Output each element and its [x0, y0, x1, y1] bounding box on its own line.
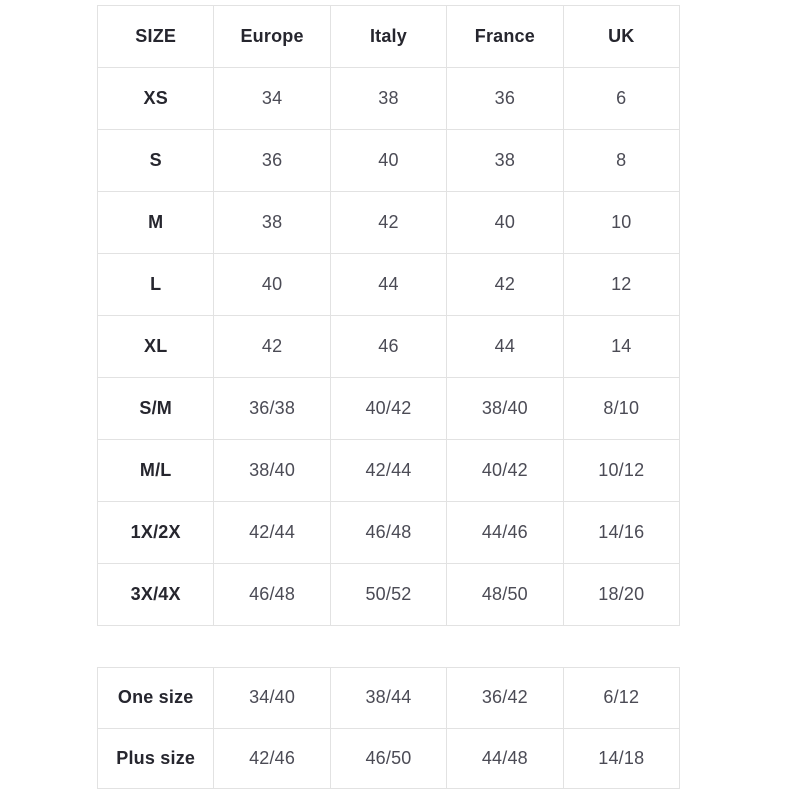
- cell-value: 42/46: [214, 728, 330, 789]
- table-row-s: [98, 130, 680, 192]
- cell-value: 48/50: [447, 564, 563, 626]
- cell-value: 14: [563, 316, 679, 378]
- cell-value: 40: [330, 130, 446, 192]
- cell-value: 36: [214, 130, 330, 192]
- row-label: 3X/4X: [98, 564, 214, 626]
- cell-value: 42: [214, 316, 330, 378]
- cell-value: 8: [563, 130, 679, 192]
- cell-value: 36: [447, 68, 563, 130]
- size-conversion-table: [97, 5, 680, 626]
- table-row-m: [98, 192, 680, 254]
- cell-value: 34/40: [214, 668, 330, 729]
- cell-value: 44/48: [447, 728, 563, 789]
- table-row-xs: [98, 68, 680, 130]
- table-row-one-size: [98, 668, 680, 729]
- cell-value: 46/48: [214, 564, 330, 626]
- special-table-body: [98, 668, 680, 789]
- table-row-1x-2x: [98, 502, 680, 564]
- cell-value: 46/48: [330, 502, 446, 564]
- row-label: XL: [98, 316, 214, 378]
- cell-value: 10: [563, 192, 679, 254]
- cell-value: 38: [330, 68, 446, 130]
- row-label: M: [98, 192, 214, 254]
- cell-value: 38/44: [330, 668, 446, 729]
- cell-value: 36/42: [447, 668, 563, 729]
- cell-value: 38/40: [214, 440, 330, 502]
- cell-value: 6: [563, 68, 679, 130]
- cell-value: 14/18: [563, 728, 679, 789]
- row-label: L: [98, 254, 214, 316]
- row-label: 1X/2X: [98, 502, 214, 564]
- column-header-size: SIZE: [98, 6, 214, 68]
- cell-value: 6/12: [563, 668, 679, 729]
- column-header-europe: Europe: [214, 6, 330, 68]
- cell-value: 46/50: [330, 728, 446, 789]
- cell-value: 40/42: [330, 378, 446, 440]
- cell-value: 12: [563, 254, 679, 316]
- table-row-s-m: [98, 378, 680, 440]
- cell-value: 40/42: [447, 440, 563, 502]
- column-header-uk: UK: [563, 6, 679, 68]
- cell-value: 50/52: [330, 564, 446, 626]
- table-row-xl: [98, 316, 680, 378]
- row-label: S/M: [98, 378, 214, 440]
- column-header-france: France: [447, 6, 563, 68]
- cell-value: 42/44: [330, 440, 446, 502]
- cell-value: 42: [330, 192, 446, 254]
- column-header-italy: Italy: [330, 6, 446, 68]
- header-row: [98, 6, 680, 68]
- cell-value: 38: [447, 130, 563, 192]
- cell-value: 44/46: [447, 502, 563, 564]
- cell-value: 34: [214, 68, 330, 130]
- cell-value: 40: [214, 254, 330, 316]
- cell-value: 44: [447, 316, 563, 378]
- cell-value: 8/10: [563, 378, 679, 440]
- row-label: S: [98, 130, 214, 192]
- table-row-m-l: [98, 440, 680, 502]
- table-row-plus-size: [98, 728, 680, 789]
- table-row-3x-4x: [98, 564, 680, 626]
- cell-value: 38: [214, 192, 330, 254]
- special-sizes-table: [97, 667, 680, 789]
- row-label: Plus size: [98, 728, 214, 789]
- cell-value: 18/20: [563, 564, 679, 626]
- cell-value: 14/16: [563, 502, 679, 564]
- size-table-body: [98, 68, 680, 626]
- cell-value: 42: [447, 254, 563, 316]
- row-label: One size: [98, 668, 214, 729]
- cell-value: 44: [330, 254, 446, 316]
- size-table-header: [98, 6, 680, 68]
- row-label: M/L: [98, 440, 214, 502]
- cell-value: 46: [330, 316, 446, 378]
- table-row-l: [98, 254, 680, 316]
- cell-value: 36/38: [214, 378, 330, 440]
- cell-value: 42/44: [214, 502, 330, 564]
- cell-value: 10/12: [563, 440, 679, 502]
- row-label: XS: [98, 68, 214, 130]
- cell-value: 40: [447, 192, 563, 254]
- cell-value: 38/40: [447, 378, 563, 440]
